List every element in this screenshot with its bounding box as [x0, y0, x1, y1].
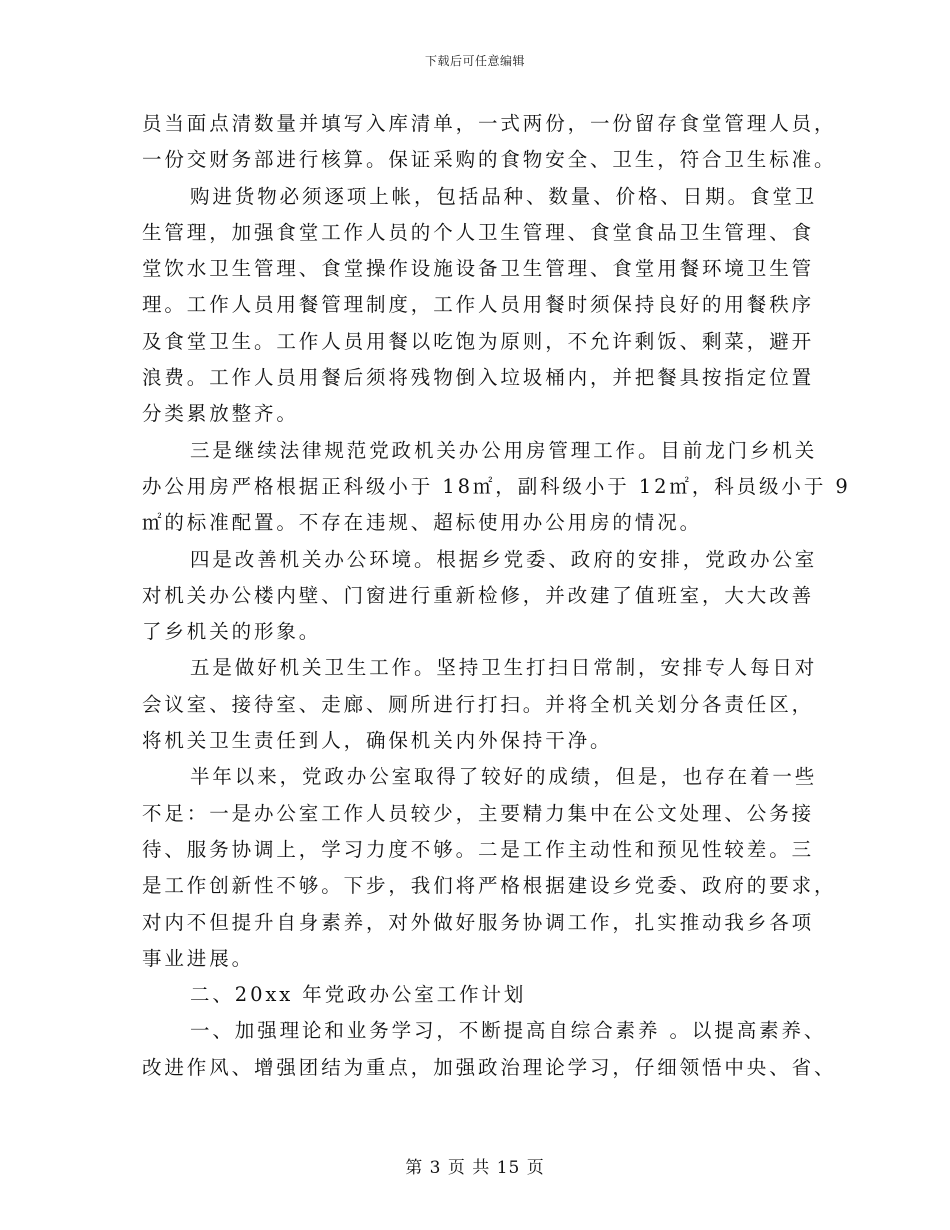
- paragraph-start-line: 三是继续法律规范党政机关办公用房管理工作。目前龙门乡机关: [190, 438, 818, 462]
- text-line: 对机关办公楼内壁、门窗进行重新检修，并改建了值班室，大大改善: [142, 583, 815, 607]
- text-line: 堂饮水卫生管理、食堂操作设施设备卫生管理、食堂用餐环境卫生管: [142, 257, 815, 281]
- text-line: 对内不但提升自身素养，对外做好服务协调工作，扎实推动我乡各项: [142, 910, 815, 934]
- text-line: 办公用房严格根据正科级小于 18㎡，副科级小于 12㎡，科员级小于 9: [142, 474, 851, 498]
- text-line: 分类累放整齐。: [142, 402, 299, 426]
- paragraph-start-line: 购进货物必须逐项上帐，包括品种、数量、价格、日期。食堂卫: [190, 184, 818, 208]
- text-line: 待、服务协调上，学习力度不够。二是工作主动性和预见性较差。三: [142, 837, 815, 861]
- paragraph-start-line: 半年以来，党政办公室取得了较好的成绩，但是，也存在着一些: [190, 765, 818, 789]
- text-line: 理。工作人员用餐管理制度，工作人员用餐时须保持良好的用餐秩序: [142, 293, 815, 317]
- text-line: 员当面点清数量并填写入库清单，一式两份，一份留存食堂管理人员，: [142, 112, 837, 135]
- text-line: 是工作创新性不够。下步，我们将严格根据建设乡党委、政府的要求，: [142, 874, 837, 898]
- text-line: 会议室、接待室、走廊、厕所进行打扫。并将全机关划分各责任区，: [142, 692, 815, 716]
- text-line: 生管理，加强食堂工作人员的个人卫生管理、食堂食品卫生管理、食: [142, 220, 815, 244]
- text-line: 浪费。工作人员用餐后须将残物倒入垃圾桶内，并把餐具按指定位置: [142, 366, 815, 390]
- paragraph-start-line: 一、加强理论和业务学习，不断提高自综合素养 。以提高素养、: [190, 1019, 827, 1043]
- document-body: [142, 106, 851, 1086]
- paragraph-start-line: 四是改善机关办公环境。根据乡党委、政府的安排，党政办公室: [190, 547, 818, 571]
- page-header: 下载后可任意编辑: [424, 54, 525, 68]
- text-line: ㎡的标准配置。不存在违规、超标使用办公用房的情况。: [142, 511, 703, 535]
- paragraph-start-line: 五是做好机关卫生工作。坚持卫生打扫日常制，安排专人每日对: [190, 656, 818, 680]
- text-line: 一份交财务部进行核算。保证采购的食物安全、卫生，符合卫生标准。: [142, 148, 837, 172]
- text-line: 将机关卫生责任到人，确保机关内外保持干净。: [142, 729, 613, 753]
- text-line: 事业进展。: [142, 946, 255, 970]
- page-number-footer: 第 3 页 共 15 页: [405, 1158, 545, 1178]
- section-heading: 二、20xx 年党政办公室工作计划: [190, 983, 527, 1007]
- text-line: 改进作风、增强团结为重点，加强政治理论学习，仔细领悟中央、省、: [142, 1055, 837, 1079]
- text-line: 不足：一是办公室工作人员较少，主要精力集中在公文处理、公务接: [142, 801, 815, 825]
- text-line: 了乡机关的形象。: [142, 620, 322, 644]
- text-line: 及食堂卫生。工作人员用餐以吃饱为原则，不允许剩饭、剩菜，避开: [142, 329, 815, 353]
